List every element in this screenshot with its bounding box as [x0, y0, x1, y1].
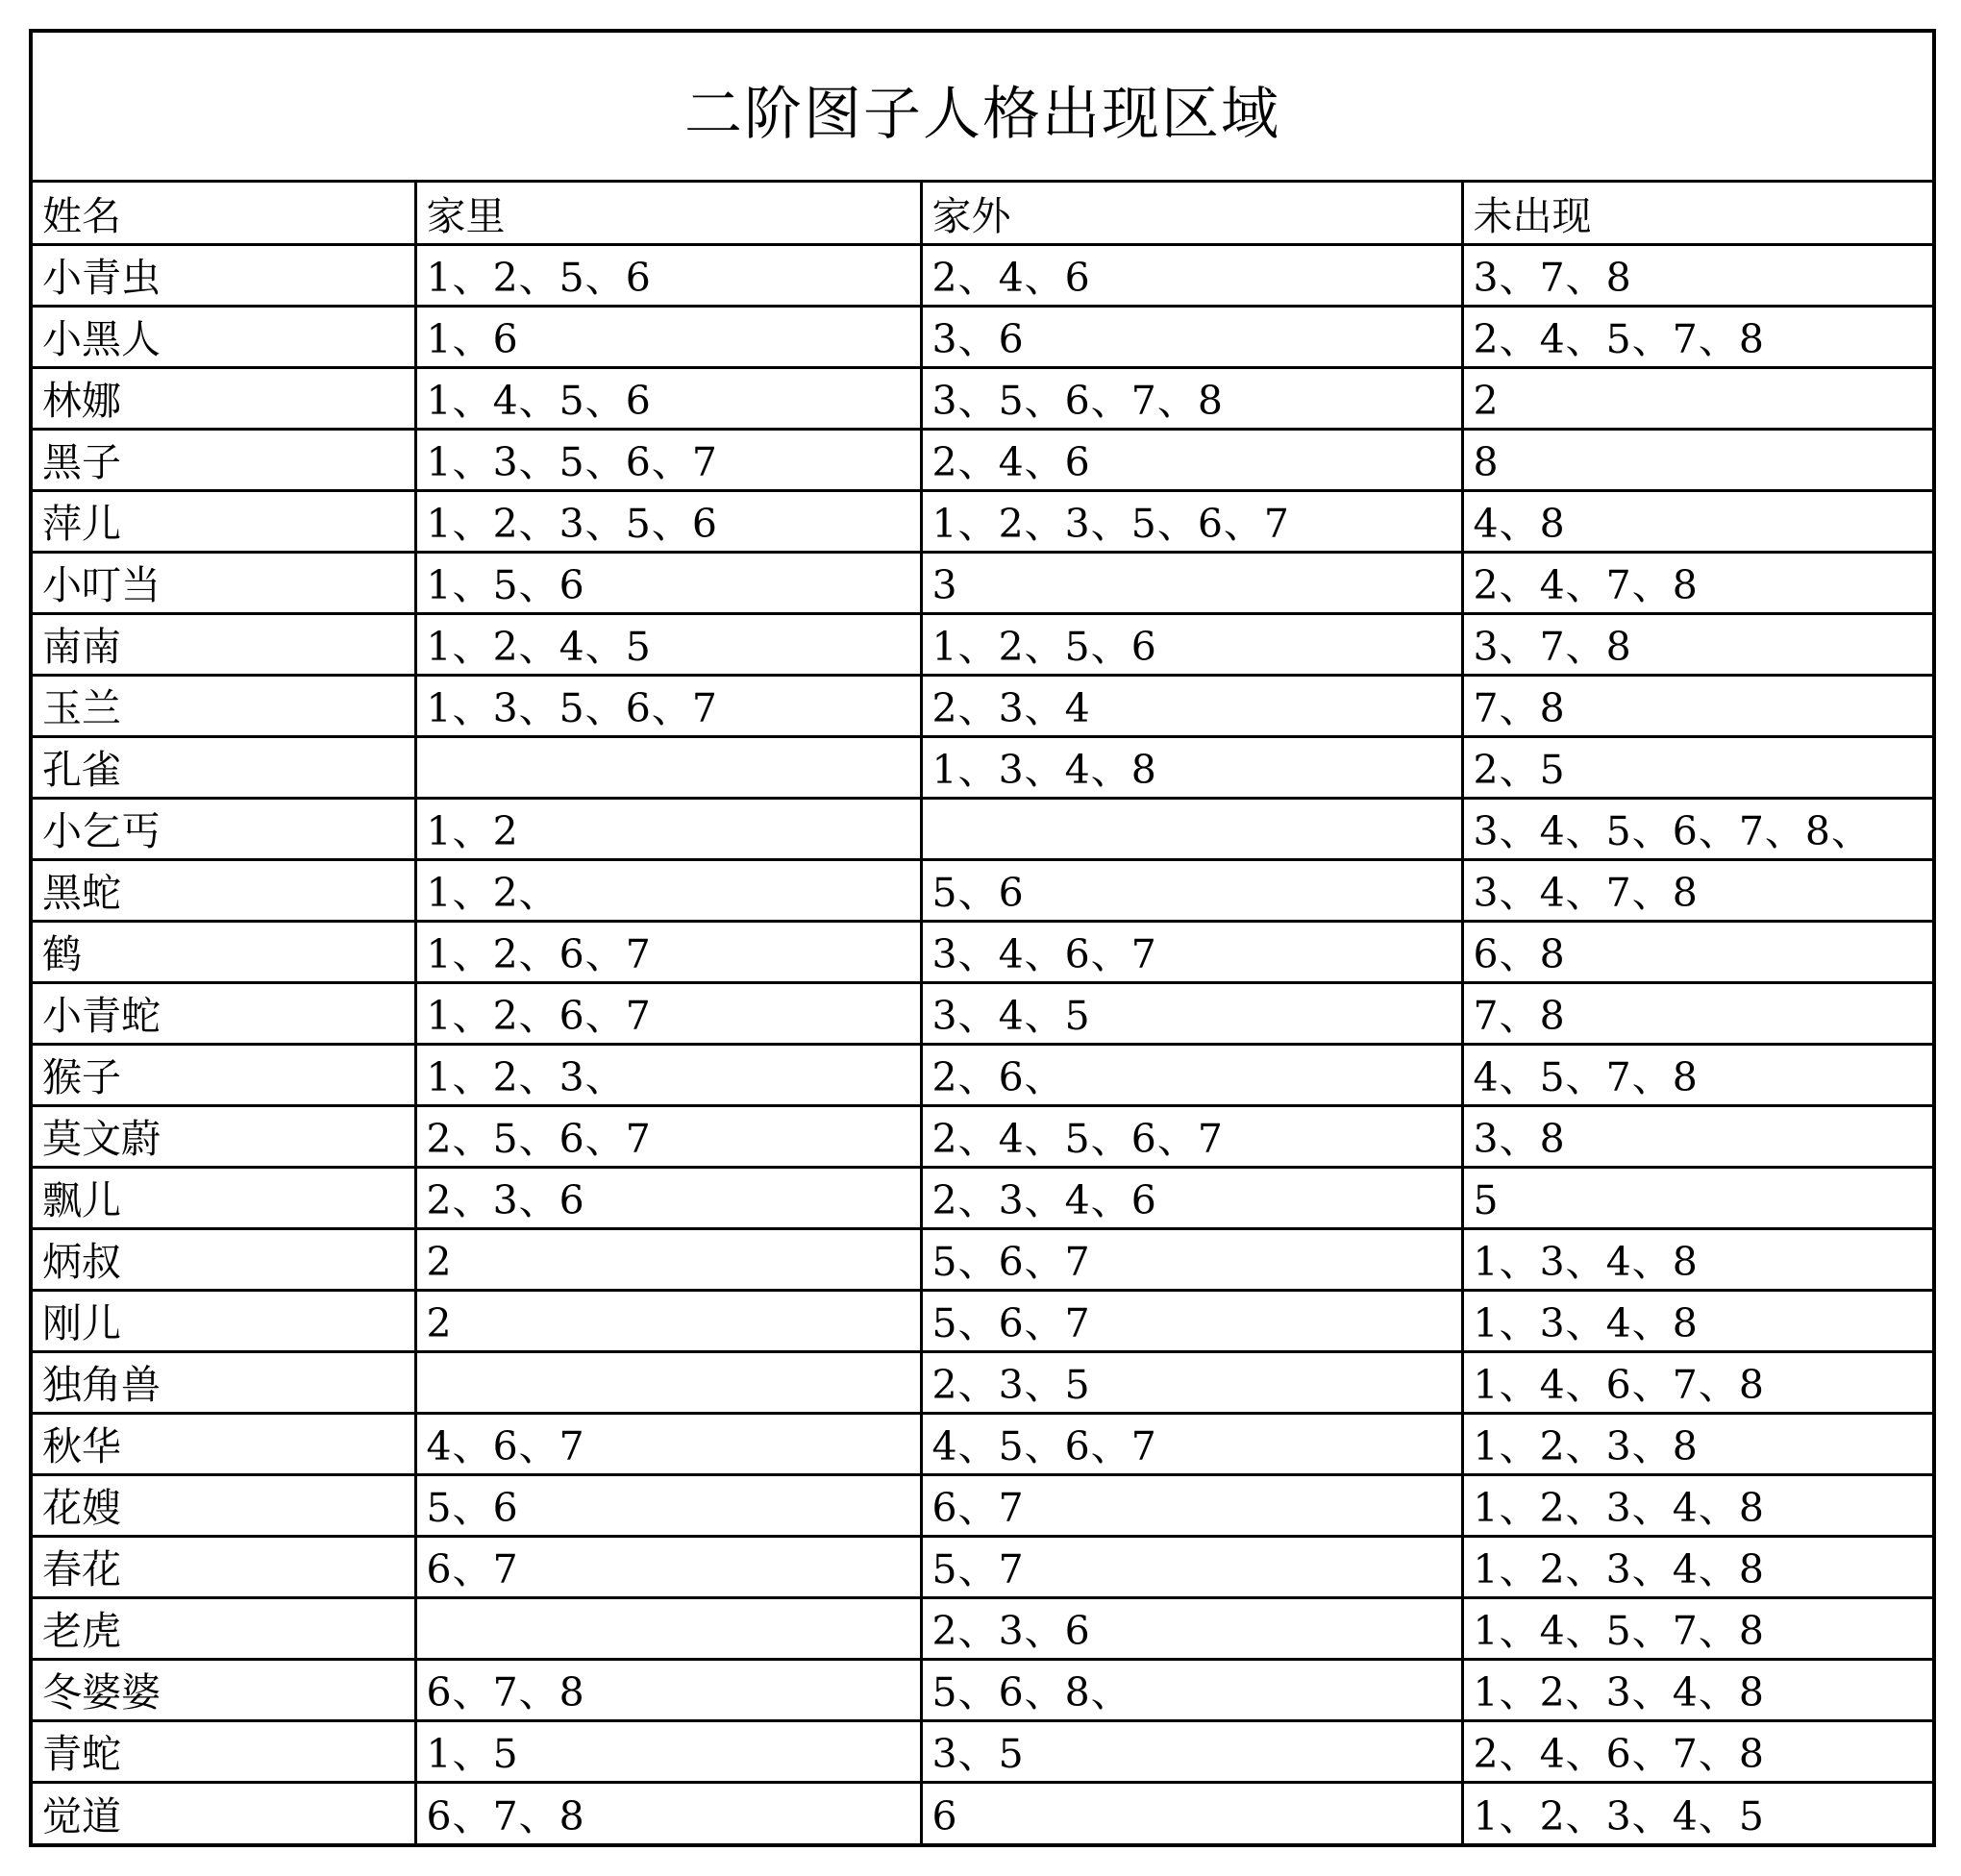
not-appeared-cell: 3、4、7、8 — [1462, 859, 1932, 921]
at-home-cell: 2、3、6 — [415, 1167, 921, 1228]
not-appeared-cell: 2、4、5、7、8 — [1462, 306, 1932, 367]
at-home-cell — [415, 736, 921, 798]
outside-home-cell: 3 — [921, 552, 1462, 613]
not-appeared-cell: 6、8 — [1462, 921, 1932, 982]
name-cell: 小青虫 — [33, 244, 415, 306]
table-row — [33, 613, 1932, 675]
table-row — [33, 367, 1932, 429]
at-home-cell — [415, 1351, 921, 1413]
table-row — [33, 1474, 1932, 1536]
at-home-cell: 2 — [415, 1228, 921, 1290]
table-row — [33, 1105, 1932, 1167]
not-appeared-cell: 3、7、8 — [1462, 244, 1932, 306]
at-home-cell: 1、2、3、5、6 — [415, 490, 921, 552]
not-appeared-cell: 1、2、3、4、8 — [1462, 1659, 1932, 1720]
table-row — [33, 1044, 1932, 1105]
at-home-cell: 1、2、5、6 — [415, 244, 921, 306]
name-cell: 鹤 — [33, 921, 415, 982]
name-cell: 独角兽 — [33, 1351, 415, 1413]
outside-home-cell: 5、6 — [921, 859, 1462, 921]
outside-home-cell: 1、3、4、8 — [921, 736, 1462, 798]
name-cell: 莫文蔚 — [33, 1105, 415, 1167]
name-cell: 老虎 — [33, 1597, 415, 1659]
table-row — [33, 490, 1932, 552]
at-home-cell — [415, 1597, 921, 1659]
at-home-cell: 1、5、6 — [415, 552, 921, 613]
table-body — [33, 244, 1932, 1843]
at-home-cell: 1、2、3、 — [415, 1044, 921, 1105]
not-appeared-cell: 2、4、6、7、8 — [1462, 1720, 1932, 1782]
name-cell: 花嫂 — [33, 1474, 415, 1536]
header-outside-home: 家外 — [921, 183, 1462, 244]
outside-home-cell: 5、7 — [921, 1536, 1462, 1597]
name-cell: 炳叔 — [33, 1228, 415, 1290]
outside-home-cell: 2、4、5、6、7 — [921, 1105, 1462, 1167]
not-appeared-cell: 4、5、7、8 — [1462, 1044, 1932, 1105]
at-home-cell: 4、6、7 — [415, 1413, 921, 1474]
at-home-cell: 6、7 — [415, 1536, 921, 1597]
table-row — [33, 982, 1932, 1044]
not-appeared-cell: 7、8 — [1462, 675, 1932, 736]
not-appeared-cell: 1、4、5、7、8 — [1462, 1597, 1932, 1659]
title-row — [33, 33, 1932, 183]
table-row — [33, 675, 1932, 736]
not-appeared-cell: 2、4、7、8 — [1462, 552, 1932, 613]
name-cell: 南南 — [33, 613, 415, 675]
not-appeared-cell: 2、5 — [1462, 736, 1932, 798]
table-row — [33, 1597, 1932, 1659]
table-row — [33, 429, 1932, 490]
table-row — [33, 1167, 1932, 1228]
not-appeared-cell: 1、2、3、8 — [1462, 1413, 1932, 1474]
table-row — [33, 1413, 1932, 1474]
table-row — [33, 1351, 1932, 1413]
table-row — [33, 859, 1932, 921]
at-home-cell: 6、7、8 — [415, 1659, 921, 1720]
not-appeared-cell: 1、2、3、4、8 — [1462, 1536, 1932, 1597]
at-home-cell: 1、6 — [415, 306, 921, 367]
at-home-cell: 1、4、5、6 — [415, 367, 921, 429]
outside-home-cell: 3、6 — [921, 306, 1462, 367]
not-appeared-cell: 7、8 — [1462, 982, 1932, 1044]
table-row — [33, 921, 1932, 982]
name-cell: 刚儿 — [33, 1290, 415, 1351]
not-appeared-cell: 1、2、3、4、5 — [1462, 1782, 1932, 1843]
name-cell: 小黑人 — [33, 306, 415, 367]
outside-home-cell: 2、6、 — [921, 1044, 1462, 1105]
table-row — [33, 1228, 1932, 1290]
page-title: 二阶图子人格出现区域 — [684, 80, 1280, 148]
not-appeared-cell: 1、3、4、8 — [1462, 1228, 1932, 1290]
header-not-appeared: 未出现 — [1462, 183, 1932, 244]
outside-home-cell: 4、5、6、7 — [921, 1413, 1462, 1474]
name-cell: 青蛇 — [33, 1720, 415, 1782]
name-cell: 冬婆婆 — [33, 1659, 415, 1720]
name-cell: 猴子 — [33, 1044, 415, 1105]
table-row — [33, 736, 1932, 798]
outside-home-cell: 2、3、4、6 — [921, 1167, 1462, 1228]
outside-home-cell: 2、4、6 — [921, 429, 1462, 490]
name-cell: 萍儿 — [33, 490, 415, 552]
at-home-cell: 1、5 — [415, 1720, 921, 1782]
name-cell: 玉兰 — [33, 675, 415, 736]
name-cell: 小叮当 — [33, 552, 415, 613]
at-home-cell: 1、2、6、7 — [415, 982, 921, 1044]
not-appeared-cell: 3、8 — [1462, 1105, 1932, 1167]
at-home-cell: 2 — [415, 1290, 921, 1351]
at-home-cell: 2、5、6、7 — [415, 1105, 921, 1167]
name-cell: 春花 — [33, 1536, 415, 1597]
outside-home-cell: 3、4、5 — [921, 982, 1462, 1044]
not-appeared-cell: 1、4、6、7、8 — [1462, 1351, 1932, 1413]
outside-home-cell: 3、5、6、7、8 — [921, 367, 1462, 429]
outside-home-cell: 5、6、7 — [921, 1228, 1462, 1290]
table-row — [33, 798, 1932, 859]
outside-home-cell: 2、4、6 — [921, 244, 1462, 306]
outside-home-cell: 6 — [921, 1782, 1462, 1843]
not-appeared-cell: 5 — [1462, 1167, 1932, 1228]
outside-home-cell: 1、2、5、6 — [921, 613, 1462, 675]
outside-home-cell: 1、2、3、5、6、7 — [921, 490, 1462, 552]
at-home-cell: 1、3、5、6、7 — [415, 429, 921, 490]
not-appeared-cell: 8 — [1462, 429, 1932, 490]
not-appeared-cell: 2 — [1462, 367, 1932, 429]
name-cell: 林娜 — [33, 367, 415, 429]
name-cell: 觉道 — [33, 1782, 415, 1843]
header-name: 姓名 — [33, 183, 415, 244]
table-row — [33, 1782, 1932, 1843]
table-row — [33, 1290, 1932, 1351]
outside-home-cell: 3、4、6、7 — [921, 921, 1462, 982]
header-row — [33, 183, 1932, 244]
table-sheet — [29, 29, 1936, 1847]
not-appeared-cell: 3、4、5、6、7、8、 — [1462, 798, 1932, 859]
at-home-cell: 1、3、5、6、7 — [415, 675, 921, 736]
not-appeared-cell: 1、2、3、4、8 — [1462, 1474, 1932, 1536]
outside-home-cell: 6、7 — [921, 1474, 1462, 1536]
table-row — [33, 1536, 1932, 1597]
data-table — [33, 183, 1932, 1843]
table-row — [33, 1720, 1932, 1782]
name-cell: 小乞丐 — [33, 798, 415, 859]
outside-home-cell: 5、6、7 — [921, 1290, 1462, 1351]
at-home-cell: 1、2、 — [415, 859, 921, 921]
at-home-cell: 1、2 — [415, 798, 921, 859]
name-cell: 小青蛇 — [33, 982, 415, 1044]
table-row — [33, 1659, 1932, 1720]
header-at-home: 家里 — [415, 183, 921, 244]
at-home-cell: 5、6 — [415, 1474, 921, 1536]
not-appeared-cell: 1、3、4、8 — [1462, 1290, 1932, 1351]
at-home-cell: 6、7、8 — [415, 1782, 921, 1843]
at-home-cell: 1、2、4、5 — [415, 613, 921, 675]
outside-home-cell: 5、6、8、 — [921, 1659, 1462, 1720]
name-cell: 黑子 — [33, 429, 415, 490]
name-cell: 黑蛇 — [33, 859, 415, 921]
table-row — [33, 306, 1932, 367]
not-appeared-cell: 3、7、8 — [1462, 613, 1932, 675]
name-cell: 飘儿 — [33, 1167, 415, 1228]
outside-home-cell — [921, 798, 1462, 859]
outside-home-cell: 2、3、6 — [921, 1597, 1462, 1659]
name-cell: 秋华 — [33, 1413, 415, 1474]
table-row — [33, 244, 1932, 306]
at-home-cell: 1、2、6、7 — [415, 921, 921, 982]
not-appeared-cell: 4、8 — [1462, 490, 1932, 552]
outside-home-cell: 2、3、5 — [921, 1351, 1462, 1413]
outside-home-cell: 2、3、4 — [921, 675, 1462, 736]
table-row — [33, 552, 1932, 613]
outside-home-cell: 3、5 — [921, 1720, 1462, 1782]
name-cell: 孔雀 — [33, 736, 415, 798]
